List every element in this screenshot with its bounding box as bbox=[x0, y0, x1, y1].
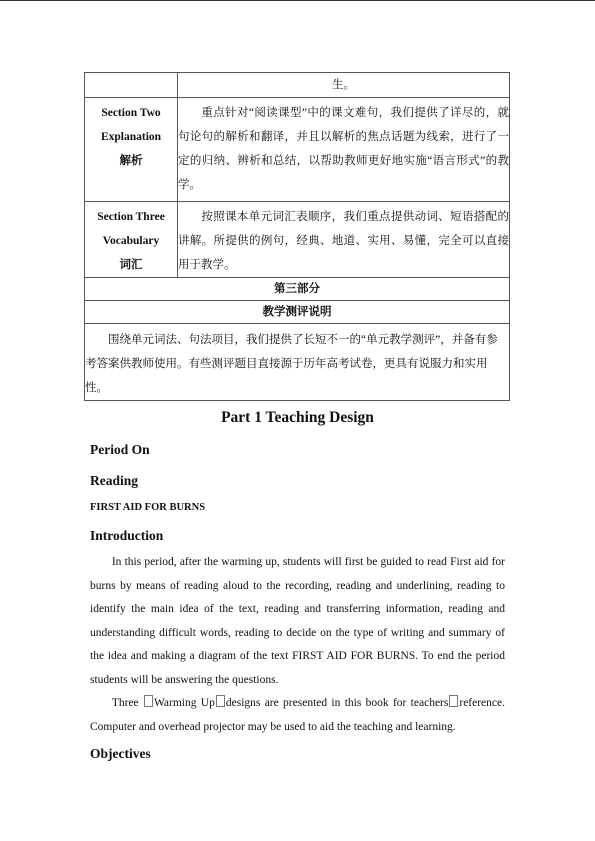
introduction-heading: Introduction bbox=[90, 528, 164, 543]
table-row bbox=[85, 98, 510, 202]
empty-label-cell bbox=[85, 73, 178, 98]
missing-glyph-box bbox=[449, 695, 458, 707]
table-row bbox=[85, 324, 510, 401]
reading-heading: Reading bbox=[90, 473, 139, 488]
missing-glyph-box bbox=[216, 695, 225, 707]
top-rule bbox=[0, 0, 595, 1]
evaluation-description: 围绕单元词法、句法项目，我们提供了长短不一的“单元教学测评”，并备有参考答案供教师使用。有些测评题目直接源于历年高考试卷，更具有说服力和实用性。 bbox=[85, 324, 510, 401]
article-title: FIRST AID FOR BURNS bbox=[90, 502, 206, 513]
continued-text-cell: 生。 bbox=[178, 73, 510, 98]
objectives-heading: Objectives bbox=[90, 746, 151, 761]
missing-glyph-box bbox=[144, 695, 153, 707]
section-three-description: 按照课本单元词汇表顺序，我们重点提供动词、短语搭配的讲解。所提供的例句，经典、地道、实用、易懂，完全可以直接用于教学。 bbox=[178, 202, 510, 278]
section-two-label: Section Two Explanation 解析 bbox=[85, 98, 178, 202]
part-three-heading: 第三部分 bbox=[85, 278, 510, 301]
teaching-plan-table bbox=[84, 72, 510, 401]
part-title: Part 1 Teaching Design bbox=[221, 409, 374, 426]
evaluation-heading: 教学测评说明 bbox=[85, 301, 510, 324]
table-row bbox=[85, 278, 510, 301]
table-row bbox=[85, 202, 510, 278]
table-row bbox=[85, 73, 510, 98]
period-heading: Period On bbox=[90, 442, 150, 457]
section-three-label: Section Three Vocabulary 词汇 bbox=[85, 202, 178, 278]
section-two-description: 重点针对“阅读课型”中的课文难句，我们提供了详尽的，就句论句的解析和翻译，并且以解析的焦点话题为线索，进行了一定的归纳、辨析和总结，以帮助教师更好地实施“语言形式”的教学。 bbox=[178, 98, 510, 202]
intro-paragraph: In this period, after the warming up, students will first be guided to read First aid for burns by means of reading aloud to the recording, reading and underlining, reading to identify the main idea of the text, reading and transferring information, reading and understanding difficult words, reading to decide on the type of writing and summary of the idea and making a diagram of the text FIRST AID FOR BURNS. To end the period students will be answering the questions. bbox=[90, 556, 505, 686]
table-row bbox=[85, 301, 510, 324]
warming-up-paragraph: Three Warming Up designs are presented in this book for teachers reference. Computer and overhead projector may be used to aid the teaching and learning. bbox=[90, 697, 505, 733]
